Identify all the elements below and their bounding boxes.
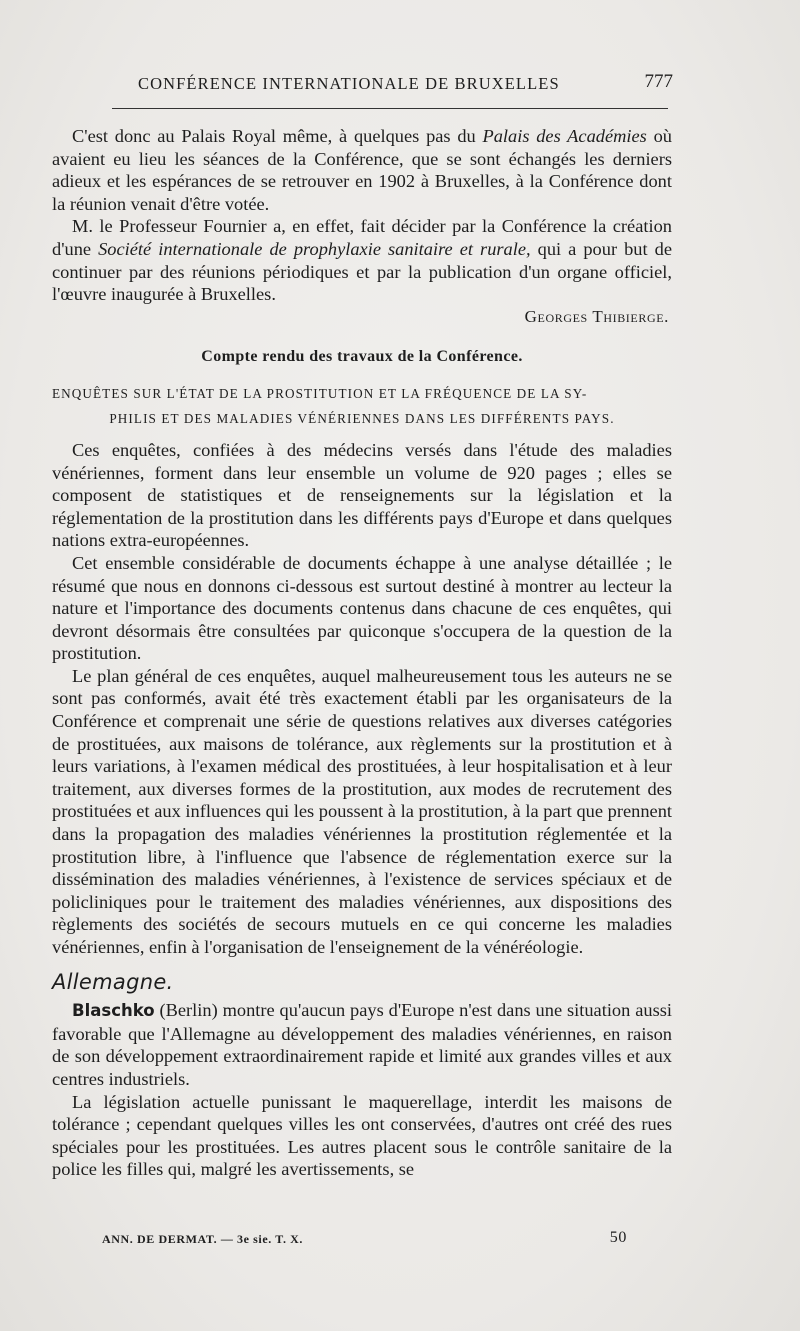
running-title: CONFÉRENCE INTERNATIONALE DE BRUXELLES	[138, 74, 560, 93]
report-paragraph-3: Le plan général de ces enquêtes, auquel malheureusement tous les auteurs ne se sont pas conformés, avait été très exactement établi par les organisateurs de la Conférence et comprenait une série de questions relatives aux diverses catégories de prostituées, aux maisons de tolérance, aux règlements sur la prostitution et à leurs variations, à l'examen médical des prostituées, à leur hospitalisation et à leur traitement, aux diverses formes de la prostitution, aux modes de recrutement des prostituées et aux influences qui les poussent à la prostitution, à la part que prennent dans la propagation des maladies vénériennes la prostitution réglementée et la prostitution libre, à l'influence que l'absence de réglementation exerce sur la dissémination des maladies vénériennes, à l'existence de services spéciaux et de policliniques pour le traitement des maladies vénériennes, aux dispositions des règlements des sociétés de secours mutuels en ce qui concerne les maladies vénériennes, enfin à l'organisation de l'enseignement de la vénéréologie.	[52, 665, 672, 957]
sheet-number: 50	[609, 1229, 627, 1246]
body-text	[52, 125, 672, 1181]
intro-paragraph-1: C'est donc au Palais Royal même, à quelques pas du Palais des Académies où avaient eu lieu les séances de la Conférence, que se sont échangés les derniers adieux et les espérances de se retrouver en 1902 à Bruxelles, à la Conférence dont la réunion venait d'être votée.	[52, 126, 672, 214]
germany-paragraph-1: Blaschko (Berlin) montre qu'aucun pays d'Europe n'est dans une situation aussi favorable que l'Allemagne au développement des maladies vénériennes, en raison de son développement extraordinairement rapide et limité aux grandes villes et aux centres industriels.	[52, 1000, 672, 1089]
report-paragraph-1: Ces enquêtes, confiées à des médecins versés dans l'étude des maladies vénériennes, forment dans leur ensemble un volume de 920 pages ; elles se composent de statistiques et de renseignements sur la législation et la réglementation de la prostitution dans les différents pays d'Europe et dans quelques nations extra-européennes.	[52, 439, 672, 551]
germany-paragraph-2: La législation actuelle punissant le maquerellage, interdit les maisons de tolérance ; cependant quelques villes les ont conservées, d'autres ont créé des rues spéciales pour les prostituées. Les autres placent sous le contrôle sanitaire de la police les filles qui, malgré les avertissements, se	[52, 1091, 672, 1180]
author-name: Blaschko	[72, 1001, 155, 1021]
intro-paragraph-2: M. le Professeur Fournier a, en effet, fait décider par la Conférence la création d'une Société internationale de prophylaxie sanitaire et rurale, qui a pour but de continuer par des réunions périodiques et par la publication d'un organe officiel, l'œuvre inaugurée à Bruxelles.	[52, 216, 672, 305]
societe-italic: Société internationale de prophylaxie sanitaire et rurale,	[98, 238, 531, 259]
section-title: Compte rendu des travaux de la Conférence.	[201, 348, 523, 366]
country-heading: Allemagne.	[52, 969, 174, 994]
palais-academies-italic: Palais des Académies	[482, 126, 647, 146]
report-paragraph-2: Cet ensemble considérable de documents échappe à une analyse détaillée ; le résumé que nous en donnons ci-dessous est surtout destiné à montrer au lecteur la nature et l'importance des documents contenus dans chacune de ces enquêtes, qui devront désormais être consultées par quiconque s'occupera de la question de la prostitution.	[52, 552, 672, 664]
page-number: 777	[644, 71, 673, 92]
author-signature: Georges Thibierge.	[524, 306, 669, 326]
signature-mark: ANN. DE DERMAT. — 3e sie. T. X.	[102, 1232, 304, 1246]
section-subheading: ENQUÊTES SUR L'ÉTAT DE LA PROSTITUTION ET LA FRÉQUENCE DE LA SY- PHILIS ET DES MALADIES VÉNÉRIENNES DANS LES DIFFÉRENTS PAYS.	[52, 385, 615, 426]
header-rule	[112, 108, 668, 109]
